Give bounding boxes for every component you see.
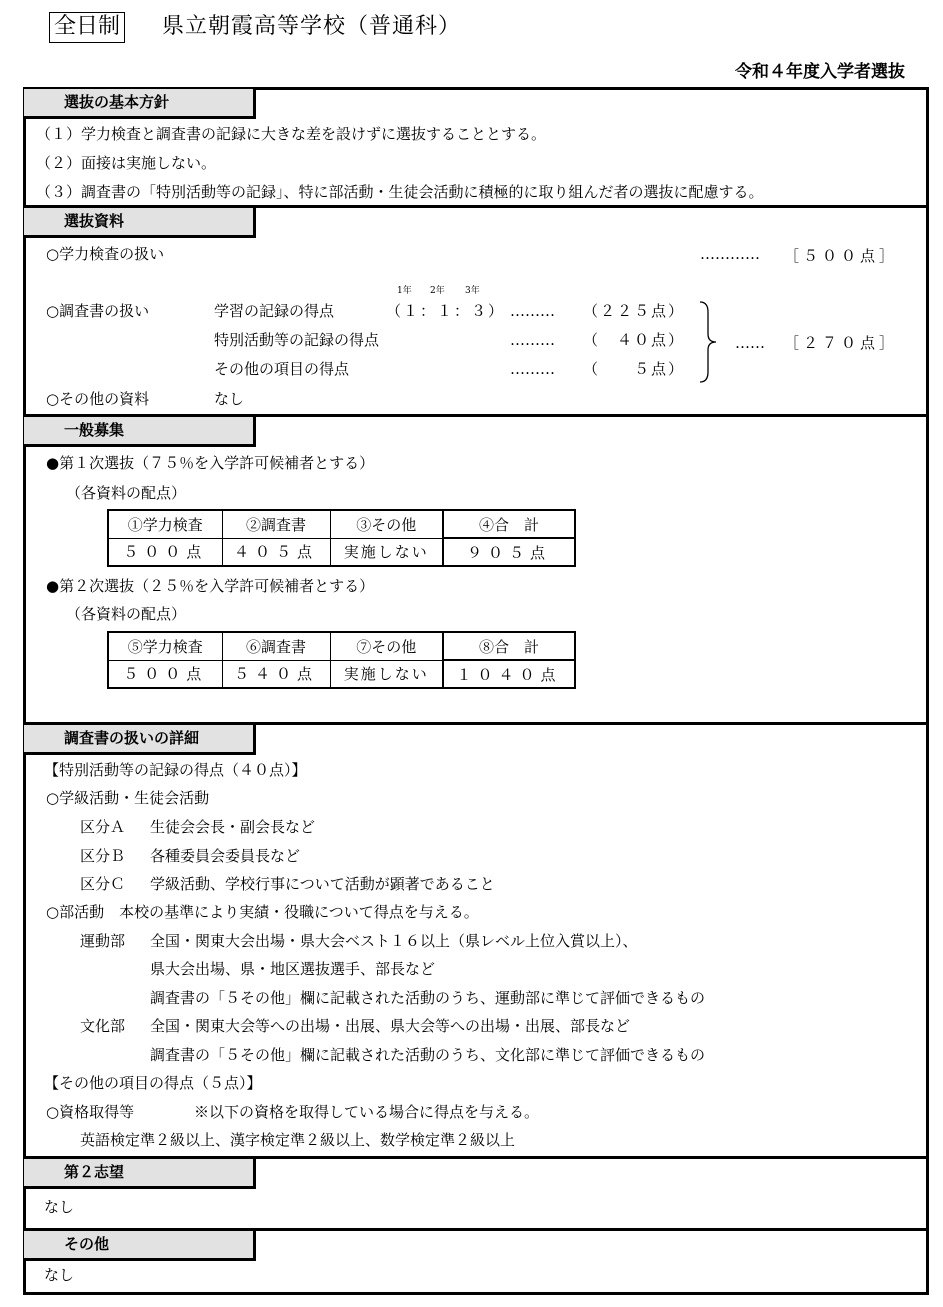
qualifications-note: ※以下の資格を取得している場合に得点を与える。 bbox=[194, 1103, 540, 1121]
score-header-total: ④合 計 bbox=[443, 510, 575, 538]
right-brace-icon bbox=[698, 300, 722, 384]
sports-club-line: 全国・関東大会出場・県大会ベスト１６以上（県レベル上位入賞以上）、 bbox=[150, 932, 638, 950]
other-materials-value: なし bbox=[214, 390, 245, 408]
round-subtitle: （各資料の配点） bbox=[66, 484, 187, 502]
score-value: ５００点 bbox=[108, 538, 222, 566]
year-label: 1年 bbox=[397, 286, 412, 296]
score-table-header-row bbox=[108, 510, 575, 538]
year-label: 3年 bbox=[465, 286, 480, 296]
category-key: 区分Ｂ bbox=[80, 847, 126, 865]
score-value: ５４０点 bbox=[222, 660, 330, 688]
academic-test-label: ○学力検査の扱い bbox=[46, 245, 165, 263]
score-header-total: ⑧合 計 bbox=[443, 632, 575, 660]
report-row-points: （２２５点） bbox=[583, 302, 686, 320]
qualifications-list: 英語検定準２級以上、漢字検定準２級以上、数学検定準２級以上 bbox=[80, 1131, 516, 1149]
score-value: 実施しない bbox=[330, 538, 443, 566]
score-value: 実施しない bbox=[330, 660, 443, 688]
club-activities-heading: ○部活動 本校の基準により実績・役職について得点を与える。 bbox=[46, 903, 479, 921]
round-title: ●第１次選抜（７５％を入学許可候補者とする） bbox=[46, 454, 375, 472]
category-text: 生徒会会長・副会長など bbox=[150, 818, 316, 836]
course-type-badge: 全日制 bbox=[49, 12, 125, 43]
policy-item: （３）調査書の「特別活動等の記録」、特に部活動・生徒会活動に積極的に取り組んだ者の選抜に配慮する。 bbox=[36, 183, 764, 201]
report-card-label: ○調査書の扱い bbox=[46, 302, 150, 320]
score-table-round-1 bbox=[107, 509, 576, 567]
others-value: なし bbox=[44, 1266, 75, 1284]
policy-item: （２）面接は実施しない。 bbox=[36, 154, 217, 172]
academic-test-leader: ………… bbox=[700, 245, 760, 263]
culture-club-line: 調査書の「５その他」欄に記載された活動のうち、文化部に準じて評価できるもの bbox=[150, 1046, 706, 1064]
report-row-points: （ ４０点） bbox=[583, 331, 686, 349]
page-subtitle: 令和４年度入学者選抜 bbox=[735, 62, 905, 82]
report-total-leader: …… bbox=[735, 334, 765, 352]
section-label-report-details: 調査書の扱いの詳細 bbox=[24, 725, 256, 755]
class-activities-heading: ○学級活動・生徒会活動 bbox=[46, 789, 210, 807]
section-label-materials: 選抜資料 bbox=[24, 208, 256, 238]
report-row-name: その他の項目の得点 bbox=[214, 360, 350, 378]
section-label-second-choice: 第２志望 bbox=[24, 1159, 256, 1189]
special-activities-heading: 【特別活動等の記録の得点（４０点）】 bbox=[44, 761, 307, 779]
academic-test-points: ［５００点］ bbox=[784, 247, 899, 265]
score-value: ５００点 bbox=[108, 660, 222, 688]
section-label-others: その他 bbox=[24, 1231, 256, 1261]
policy-item: （１）学力検査と調査書の記録に大きな差を設けずに選抜することとする。 bbox=[36, 125, 547, 143]
section-label-basic-policy: 選抜の基本方針 bbox=[24, 89, 256, 119]
culture-club-line: 全国・関東大会等への出場・出展、県大会等への出場・出展、部長など bbox=[150, 1017, 631, 1035]
report-row-name: 学習の記録の得点 bbox=[214, 302, 335, 320]
category-text: 学級活動、学校行事について活動が顕著であること bbox=[150, 875, 495, 893]
culture-club-key: 文化部 bbox=[80, 1017, 126, 1035]
score-table-header-row bbox=[108, 632, 575, 660]
report-row-name: 特別活動等の記録の得点 bbox=[214, 331, 380, 349]
sports-club-line: 県大会出場、県・地区選抜選手、部長など bbox=[150, 960, 436, 978]
report-row-leader: ……… bbox=[510, 302, 555, 320]
round-title: ●第２次選抜（２５％を入学許可候補者とする） bbox=[46, 577, 375, 595]
category-key: 区分Ａ bbox=[80, 818, 126, 836]
score-header: ①学力検査 bbox=[108, 510, 222, 538]
round-subtitle: （各資料の配点） bbox=[66, 605, 187, 623]
score-header: ②調査書 bbox=[222, 510, 330, 538]
score-header: ⑥調査書 bbox=[222, 632, 330, 660]
other-items-heading: 【その他の項目の得点（５点）】 bbox=[44, 1074, 262, 1092]
score-header: ⑦その他 bbox=[330, 632, 443, 660]
report-row-ratio: （１：１：３） bbox=[386, 302, 506, 320]
score-header: ⑤学力検査 bbox=[108, 632, 222, 660]
report-row-leader: ……… bbox=[510, 360, 555, 378]
score-table-value-row bbox=[108, 660, 575, 688]
other-materials-label: ○その他の資料 bbox=[46, 390, 150, 408]
year-label: 2年 bbox=[430, 286, 445, 296]
score-header: ③その他 bbox=[330, 510, 443, 538]
second-choice-value: なし bbox=[44, 1198, 75, 1216]
report-row-leader: ……… bbox=[510, 331, 555, 349]
score-table-value-row bbox=[108, 538, 575, 566]
category-text: 各種委員会委員長など bbox=[150, 847, 301, 865]
section-label-general-recruitment: 一般募集 bbox=[24, 417, 256, 447]
score-value-total: １０４０点 bbox=[443, 660, 575, 688]
sports-club-key: 運動部 bbox=[80, 932, 126, 950]
sports-club-line: 調査書の「５その他」欄に記載された活動のうち、運動部に準じて評価できるもの bbox=[150, 989, 706, 1007]
score-value: ４０５点 bbox=[222, 538, 330, 566]
score-value-total: ９０５点 bbox=[443, 538, 575, 566]
page-title: 県立朝霞高等学校（普通科） bbox=[162, 14, 462, 39]
score-table-round-2 bbox=[107, 631, 576, 689]
report-row-points: （ ５点） bbox=[583, 360, 686, 378]
qualifications-heading: ○資格取得等 bbox=[46, 1103, 135, 1121]
category-key: 区分Ｃ bbox=[80, 875, 126, 893]
report-total-points: ［２７０点］ bbox=[784, 334, 899, 352]
